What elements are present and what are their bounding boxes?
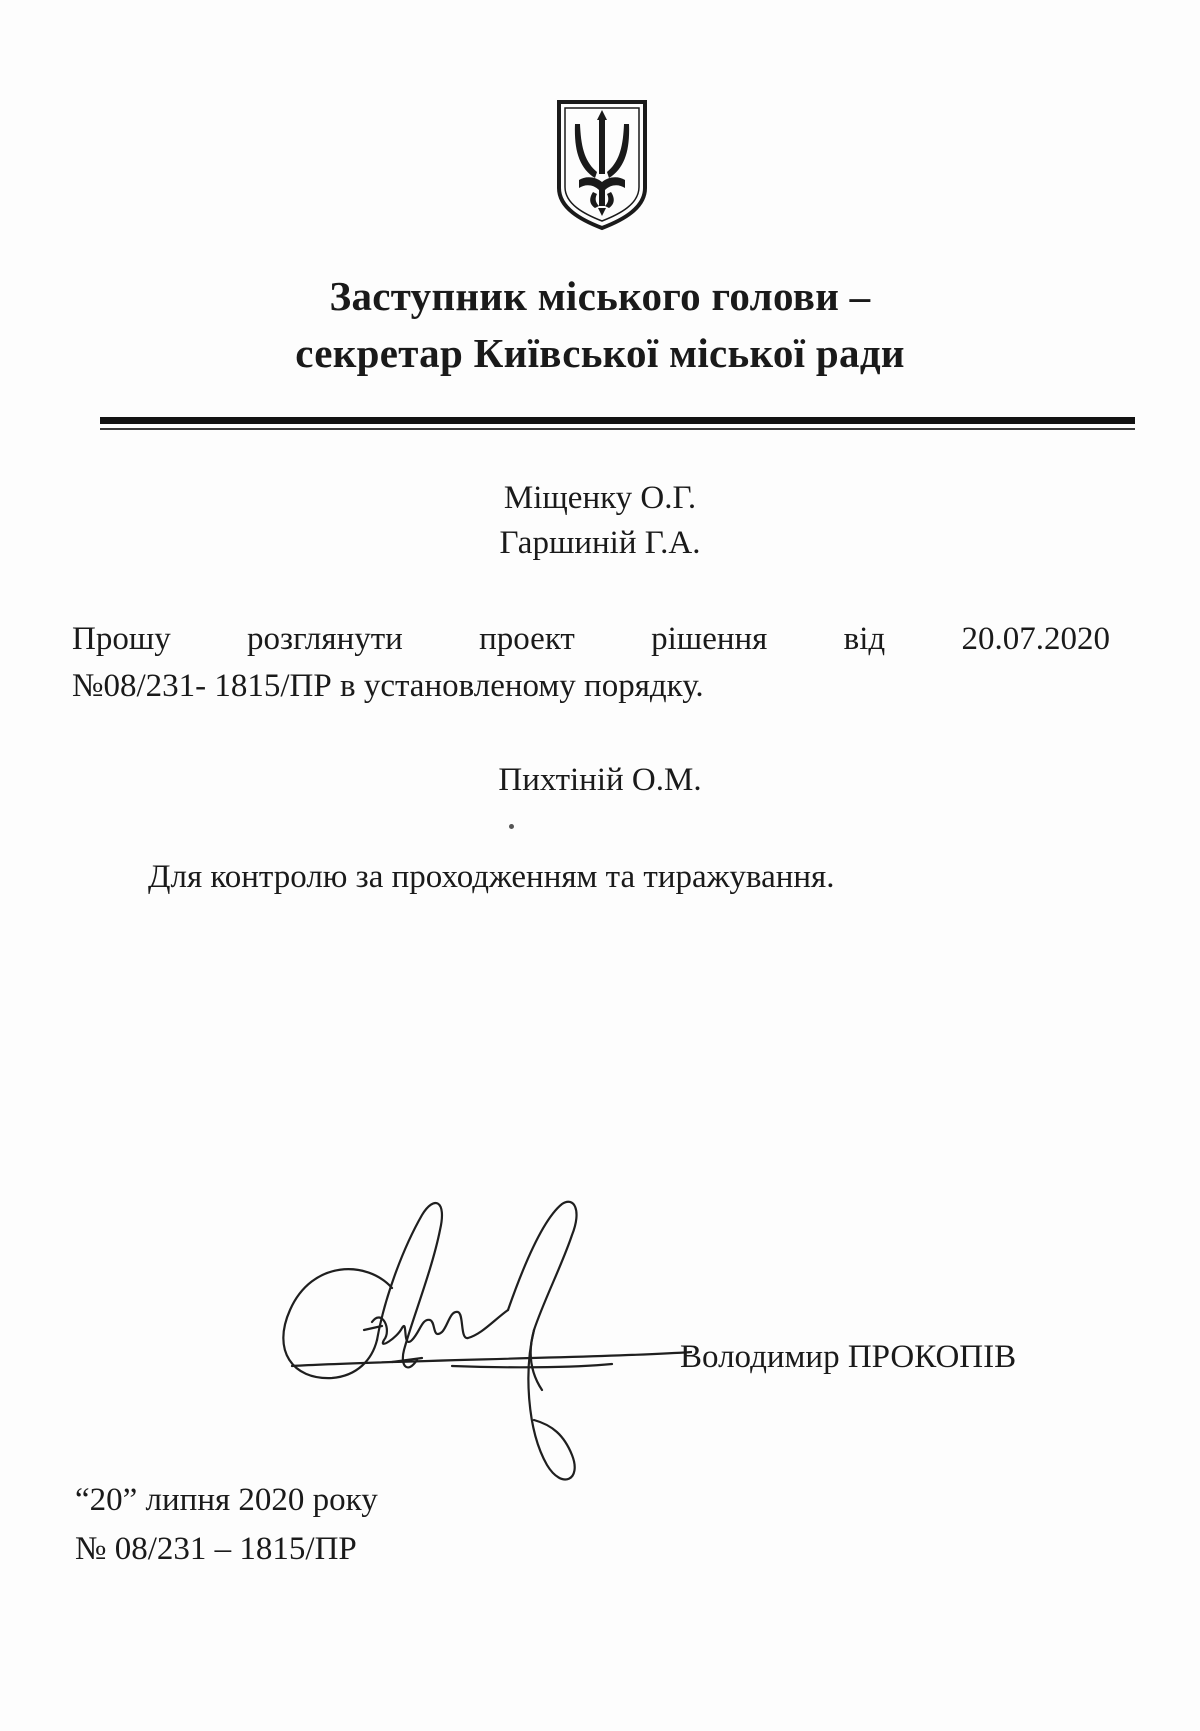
document-date: “20” липня 2020 року: [75, 1482, 378, 1518]
addressee-2: Гаршиній Г.А.: [499, 525, 701, 561]
secondary-addressee: Пихтіній О.М.: [498, 762, 702, 798]
header-divider: [100, 417, 1135, 424]
header-title-line1: Заступник міського голови –: [329, 273, 871, 319]
header-title-line2: секретар Київської міської ради: [295, 330, 905, 376]
body-text-line2: №08/231- 1815/ПР в установленому порядку.: [72, 668, 704, 704]
signer-name: Володимир ПРОКОПІВ: [680, 1339, 1017, 1375]
trident-icon: [553, 96, 651, 232]
instruction-text: Для контролю за проходженням та тиражування.: [148, 859, 835, 895]
document-number: № 08/231 – 1815/ПР: [75, 1531, 357, 1567]
header-divider-thin: [100, 428, 1135, 430]
signature-icon: [272, 1190, 692, 1520]
body-text-line1: Прошу розглянути проект рішення від 20.07.2020: [72, 621, 1110, 657]
stray-mark: [509, 824, 514, 829]
addressee-1: Міщенку О.Г.: [503, 480, 697, 516]
